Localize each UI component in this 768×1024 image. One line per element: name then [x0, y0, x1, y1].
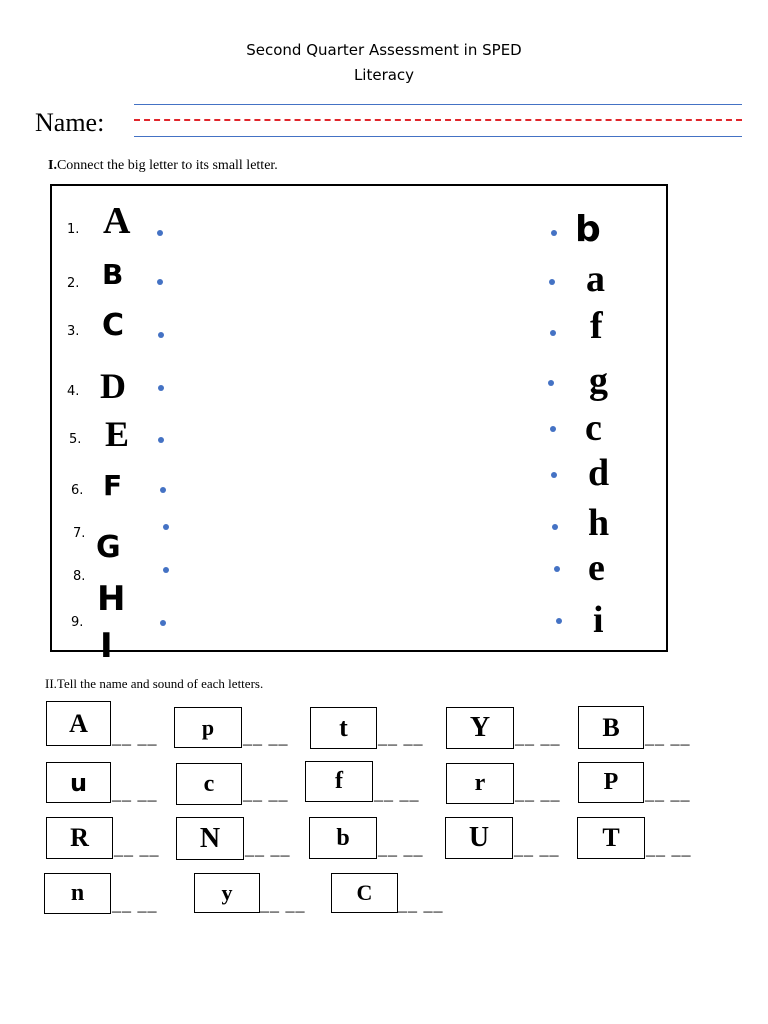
- letter-box: [46, 701, 111, 746]
- section1-number: I.: [48, 158, 57, 173]
- answer-blank[interactable]: __ __: [378, 727, 424, 747]
- letter-box: [176, 817, 244, 860]
- letter-box: [578, 762, 644, 803]
- letter-box: [46, 817, 113, 859]
- letter-box-text: t: [339, 713, 348, 742]
- name-guide-line-bottom: [134, 136, 742, 137]
- letter-box-text: N: [199, 822, 221, 854]
- letter-box-text: b: [336, 824, 350, 851]
- small-letter-h: h: [588, 502, 610, 544]
- small-letter-d: d: [588, 452, 610, 494]
- letter-box-text: U: [468, 822, 490, 853]
- item-number-8: 8.: [73, 569, 86, 584]
- letter-box-text: T: [602, 823, 620, 852]
- letter-box: [309, 817, 377, 859]
- small-letter-g: g: [589, 360, 608, 402]
- connect-dot-right-6[interactable]: [551, 472, 557, 478]
- connect-dot-right-3[interactable]: [550, 330, 556, 336]
- connect-dot-right-9[interactable]: [556, 618, 562, 624]
- connect-dot-right-5[interactable]: [550, 426, 556, 432]
- big-letter-F: F: [103, 469, 123, 502]
- letter-box: [194, 873, 260, 913]
- letter-box: [44, 873, 111, 914]
- letter-box: [310, 707, 377, 749]
- item-number-7: 7.: [73, 526, 86, 541]
- letter-box: [174, 707, 242, 748]
- connect-dot-left-6[interactable]: [160, 487, 166, 493]
- item-number-1: 1.: [67, 222, 80, 237]
- item-number-9: 9.: [71, 615, 84, 630]
- connect-dot-right-7[interactable]: [552, 524, 558, 530]
- big-letter-E: E: [105, 414, 130, 454]
- letter-box-text: B: [602, 712, 620, 742]
- letter-box: [446, 707, 514, 749]
- connect-dot-left-7[interactable]: [163, 524, 169, 530]
- big-letter-B: B: [102, 258, 124, 291]
- answer-blank[interactable]: __ __: [112, 783, 158, 803]
- small-letter-e: e: [588, 547, 605, 589]
- big-letter-A: A: [103, 200, 131, 242]
- letter-box-text: C: [356, 880, 373, 905]
- letter-box-text: n: [70, 880, 85, 906]
- letter-box-text: r: [474, 770, 486, 796]
- connect-dot-left-4[interactable]: [158, 385, 164, 391]
- small-letter-a: a: [586, 258, 605, 300]
- connect-dot-left-9[interactable]: [160, 620, 166, 626]
- letter-box: [445, 817, 513, 859]
- letter-box-text: Y: [469, 712, 491, 743]
- small-letter-i: i: [593, 599, 604, 641]
- connect-dot-left-2[interactable]: [157, 279, 163, 285]
- worksheet-title: Second Quarter Assessment in SPED: [246, 41, 522, 59]
- answer-blank[interactable]: __ __: [243, 783, 289, 803]
- section1-instruction: Connect the big letter to its small letter.: [56, 158, 278, 173]
- item-number-2: 2.: [67, 276, 80, 291]
- connect-dot-right-4[interactable]: [548, 380, 554, 386]
- connect-dot-left-8[interactable]: [163, 567, 169, 573]
- answer-blank[interactable]: __ __: [515, 783, 561, 803]
- worksheet-subtitle: Literacy: [353, 66, 415, 84]
- letter-box-text: y: [221, 880, 233, 905]
- big-letter-G: G: [96, 530, 121, 565]
- letter-box-text: u: [69, 768, 88, 797]
- letter-box-text: p: [201, 714, 215, 740]
- name-guide-line-top: [134, 104, 742, 105]
- big-letter-I: I: [100, 626, 113, 666]
- letter-box: [578, 706, 644, 749]
- letter-box-text: A: [69, 708, 88, 738]
- answer-blank[interactable]: __ __: [245, 838, 291, 858]
- letter-box-text: c: [203, 770, 215, 797]
- big-letter-C: C: [102, 308, 125, 343]
- answer-blank[interactable]: __ __: [514, 838, 560, 858]
- item-number-6: 6.: [71, 483, 84, 498]
- answer-blank[interactable]: __ __: [645, 727, 691, 747]
- connect-dot-right-1[interactable]: [551, 230, 557, 236]
- item-number-4: 4.: [67, 384, 80, 399]
- answer-blank[interactable]: __ __: [378, 838, 424, 858]
- small-letter-b: b: [575, 209, 601, 250]
- letter-box: [46, 762, 111, 803]
- letter-box: [176, 763, 242, 805]
- section1-heading: [48, 158, 278, 174]
- answer-blank[interactable]: __ __: [374, 783, 420, 803]
- connect-dot-left-3[interactable]: [158, 332, 164, 338]
- big-letter-D: D: [100, 366, 126, 406]
- letter-box: [305, 761, 373, 802]
- connect-dot-right-2[interactable]: [549, 279, 555, 285]
- item-number-3: 3.: [67, 324, 80, 339]
- answer-blank[interactable]: __ __: [112, 727, 158, 747]
- letter-box-text: f: [335, 768, 343, 794]
- connect-dot-left-1[interactable]: [157, 230, 163, 236]
- small-letter-f: f: [590, 305, 603, 347]
- answer-blank[interactable]: __ __: [646, 838, 692, 858]
- name-label: Name:: [35, 108, 105, 137]
- connect-dot-left-5[interactable]: [158, 437, 164, 443]
- answer-blank[interactable]: __ __: [114, 838, 160, 858]
- answer-blank[interactable]: __ __: [645, 783, 691, 803]
- letter-box: [577, 817, 645, 859]
- letter-box-text: R: [70, 823, 89, 852]
- name-guide-line-middle: [134, 119, 742, 121]
- letter-box-text: P: [603, 769, 619, 795]
- letter-box: [331, 873, 398, 913]
- item-number-5: 5.: [69, 432, 82, 447]
- letter-box: [446, 763, 514, 804]
- answer-blank[interactable]: __ __: [243, 727, 289, 747]
- answer-blank[interactable]: __ __: [515, 727, 561, 747]
- matching-box: [50, 184, 668, 652]
- small-letter-c: c: [585, 407, 602, 449]
- section2-instruction: II.Tell the name and sound of each letters.: [45, 676, 264, 691]
- answer-blank[interactable]: __ __: [112, 894, 158, 914]
- big-letter-H: H: [97, 579, 126, 619]
- answer-blank[interactable]: __ __: [260, 894, 306, 914]
- answer-blank[interactable]: __ __: [398, 894, 444, 914]
- connect-dot-right-8[interactable]: [554, 566, 560, 572]
